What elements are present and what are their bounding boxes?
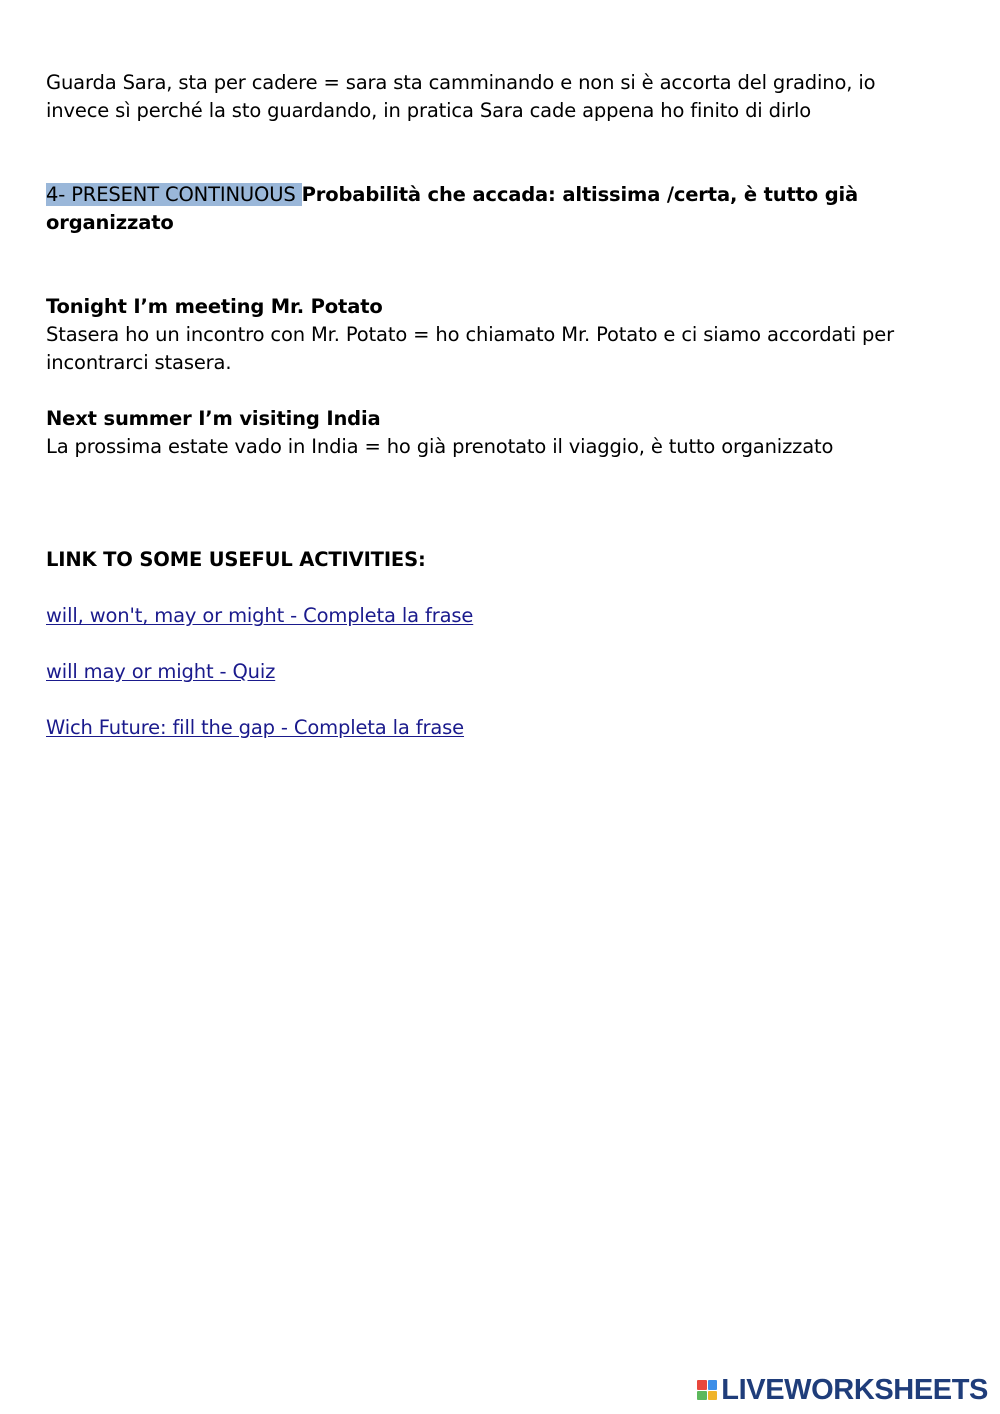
- logo-square-icon: [697, 1380, 707, 1390]
- activity-link-will-wont-may-might[interactable]: will, won't, may or might - Completa la frase: [46, 604, 474, 627]
- liveworksheets-brand[interactable]: [697, 1374, 988, 1406]
- liveworksheets-logo-icon: [697, 1380, 717, 1400]
- activities-heading: LINK TO SOME USEFUL ACTIVITIES:: [46, 548, 426, 571]
- intro-paragraph: Guarda Sara, sta per cadere = sara sta camminando e non si è accorta del gradino, io invece sì perché la sto guardando, in pratica Sara cade appena ho finito di dirlo: [46, 71, 876, 122]
- activity-link-will-may-might-quiz[interactable]: will may or might - Quiz: [46, 660, 276, 683]
- example-2-sentence: Next summer I’m visiting India: [46, 407, 381, 430]
- example-1-sentence: Tonight I’m meeting Mr. Potato: [46, 295, 383, 318]
- brand-name: LIVEWORKSHEETS: [721, 1373, 988, 1406]
- section-4-highlighted-label[interactable]: 4- PRESENT CONTINUOUS: [46, 183, 302, 206]
- section-4-heading: [46, 181, 936, 237]
- activity-link-item: [46, 714, 936, 742]
- activity-link-item: [46, 658, 936, 686]
- example-1-explanation: Stasera ho un incontro con Mr. Potato = ho chiamato Mr. Potato e ci siamo accordati per incontrarci stasera.: [46, 323, 894, 374]
- example-2-explanation: La prossima estate vado in India = ho già prenotato il viaggio, è tutto organizzato: [46, 435, 834, 458]
- logo-square-icon: [708, 1391, 718, 1401]
- section-4-heading-text: Probabilità che accada: altissima /certa, è tutto già organizzato: [46, 183, 859, 234]
- logo-square-icon: [697, 1391, 707, 1401]
- logo-square-icon: [708, 1380, 718, 1390]
- activity-link-which-future[interactable]: Wich Future: fill the gap - Completa la frase: [46, 716, 465, 739]
- activity-link-item: [46, 602, 936, 630]
